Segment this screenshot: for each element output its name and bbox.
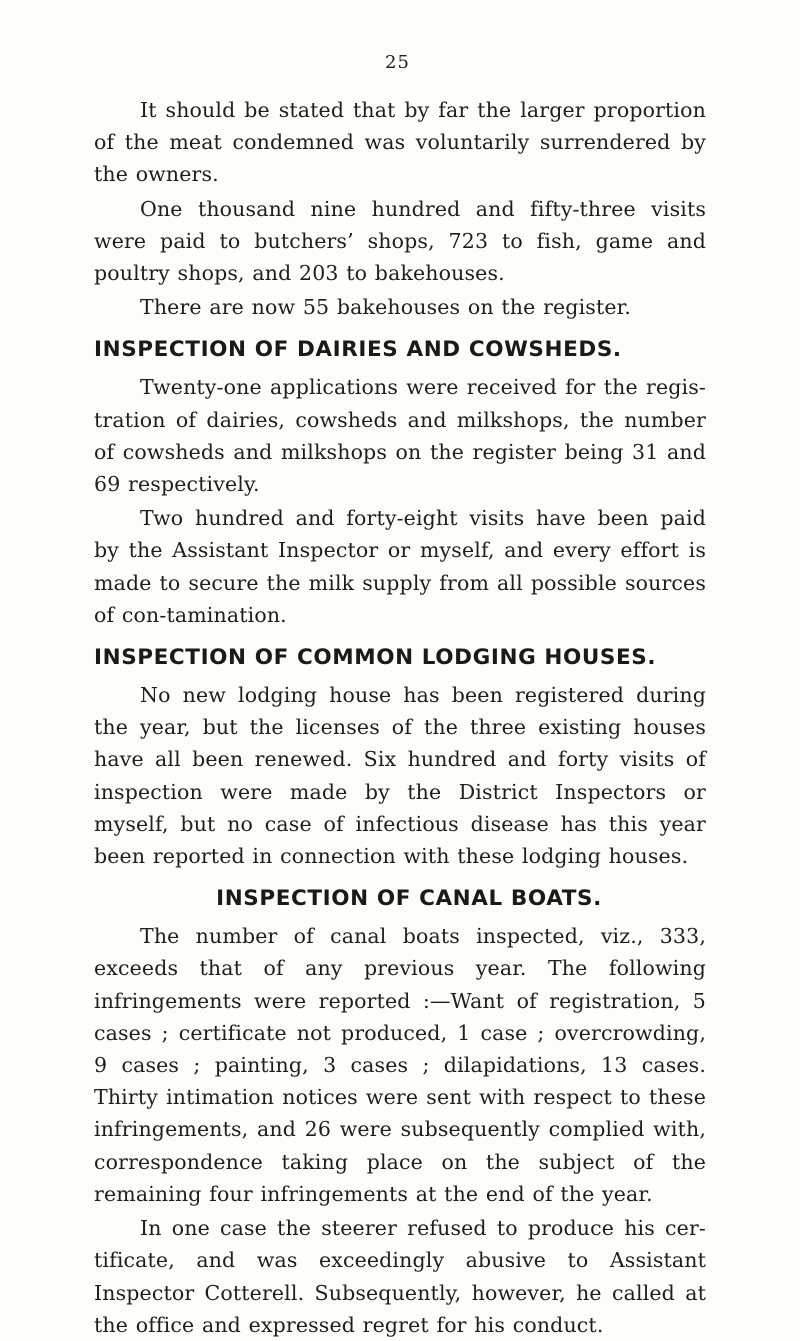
paragraph-lodging-houses: No new lodging house has been registered during the year, but the licenses of the three existing houses have all been renewed. Six hundred and forty visits of inspection were made by the District Inspectors or myself, but no case of infectious disease has this year been reported in connection with these lodging houses. — [94, 683, 706, 869]
paragraph-dairies-registration: Twenty-one applications were received for the regis-tration of dairies, cowsheds and milkshops, the number of cowsheds and milkshops on the register being 31 and 69 respectively. — [94, 375, 706, 497]
paragraph-meat-condemned: It should be stated that by far the larger proportion of the meat condemned was voluntarily surrendered by the owners. — [94, 98, 706, 187]
paragraph-canal-boats-infringements: The number of canal boats inspected, viz., 333, exceeds that of any previous year. The following infringements were reported :—Want of registration, 5 cases ; certificate not produced, 1 case ; overcrowding, 9 cases ; painting, 3 cases ; dilapidations, 13 cases. Thirty intimation notices were sent with respect to these infringements, and 26 were subsequently complied with, correspondence taking place on the subject of the remaining four infringements at the end of the year. — [94, 924, 706, 1206]
page-body — [94, 94, 706, 1341]
heading-lodging-houses: INSPECTION OF COMMON LODGING HOUSES. — [94, 645, 657, 671]
heading-canal-boats: INSPECTION OF CANAL BOATS. — [216, 886, 602, 912]
paragraph-steerer-incident: In one case the steerer refused to produce his cer-tificate, and was exceedingly abusive to Assistant Inspector Cotterell. Subsequently, however, he called at the office and expressed regret for his conduct. — [94, 1216, 706, 1337]
paragraph-bakehouses-register: There are now 55 bakehouses on the register. — [140, 295, 631, 320]
heading-dairies-cowsheds: INSPECTION OF DAIRIES AND COWSHEDS. — [94, 337, 622, 363]
paragraph-visits-shops: One thousand nine hundred and fifty-three visits were paid to butchers’ shops, 723 to fish, game and poultry shops, and 203 to bakehouses. — [94, 196, 706, 286]
paragraph-dairies-visits: Two hundred and forty-eight visits have been paid by the Assistant Inspector or myself, and every effort is made to secure the milk supply from all possible sources of con-tamination. — [94, 506, 706, 627]
page-number: 25 — [385, 52, 410, 73]
